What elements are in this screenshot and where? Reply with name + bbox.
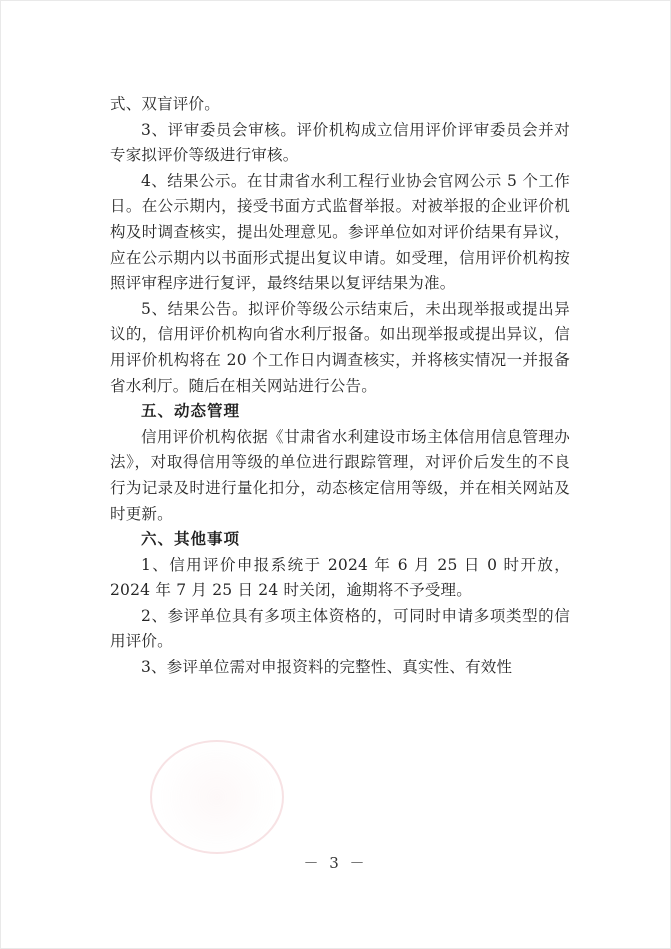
paragraph-7: 2、参评单位具有多项主体资格的，可同时申请多项类型的信用评价。	[110, 606, 570, 651]
paragraph-1: 式、双盲评价。	[110, 95, 220, 113]
page-number: － 3 －	[303, 854, 368, 872]
paragraph-3: 4、结果公示。在甘肃省水利工程行业协会官网公示 5 个工作日。在公示期内，接受书面方式监督举报。对被举报的企业评价机构及时调查核实，提出处理意见。参评单位如对评价结果有异议，应在公示期内以书面形式提出复议申请。如受理，信用评价机构按照评审程序进行复评，最终结果以复评结果为准。	[110, 171, 570, 293]
section-heading-dynamic-management: 五、动态管理	[141, 402, 241, 421]
paragraph-5: 信用评价机构依据《甘肃省水利建设市场主体信用信息管理办法》，对取得信用等级的单位进行跟踪管理，对评价后发生的不良行为记录及时进行量化扣分，动态核定信用等级，并在相关网站及时更新。	[110, 427, 570, 523]
paragraph-6: 1、信用评价申报系统于 2024 年 6 月 25 日 0 时开放，2024 年 7 月 25 日 24 时关闭，逾期将不予受理。	[110, 555, 570, 600]
paragraph-2: 3、评审委员会审核。评价机构成立信用评价评审委员会并对专家拟评价等级进行审核。	[110, 120, 570, 165]
section-heading-other-matters: 六、其他事项	[141, 530, 241, 549]
paragraph-4: 5、结果公告。拟评价等级公示结束后，未出现举报或提出异议的，信用评价机构向省水利厅报备。如出现举报或提出异议，信用评价机构将在 20 个工作日内调查核实，并将核实情况一并报备省水利厅。随后在相关网站进行公告。	[110, 299, 570, 395]
red-seal-watermark	[150, 740, 284, 854]
paragraph-8: 3、参评单位需对申报资料的完整性、真实性、有效性	[141, 658, 513, 677]
document-body	[110, 92, 570, 681]
